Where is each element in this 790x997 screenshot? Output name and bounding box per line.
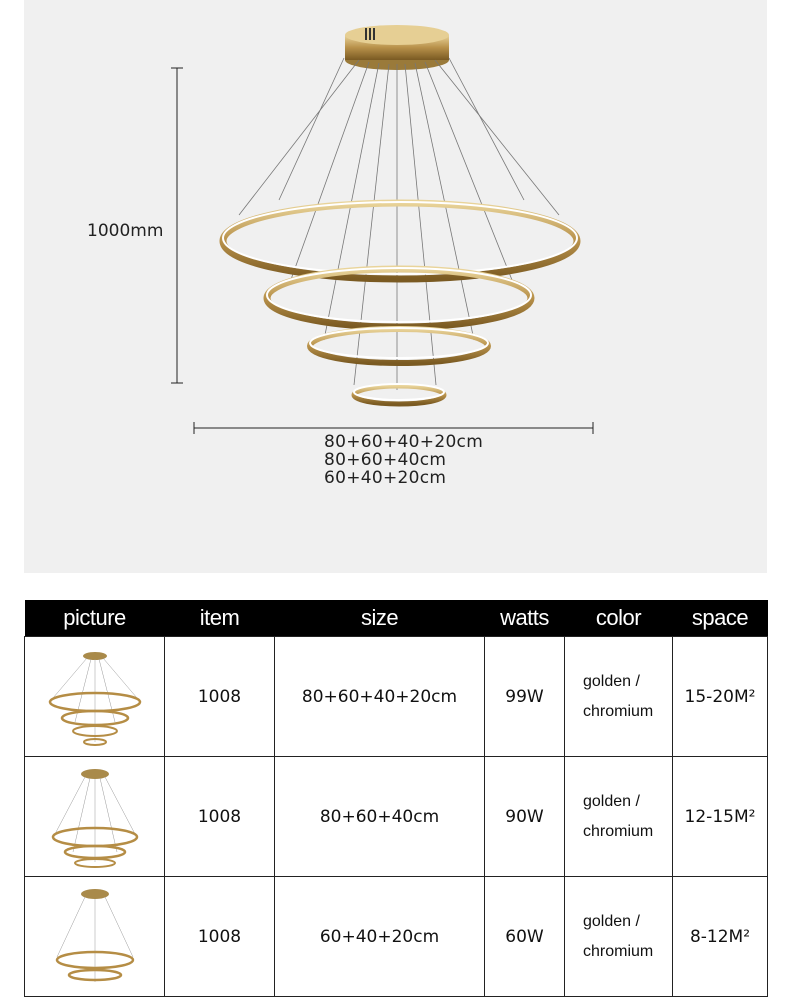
size-label-4ring: 80+60+40+20cm bbox=[324, 432, 484, 452]
table-row bbox=[25, 757, 768, 877]
row-color-line2: chromium bbox=[583, 822, 654, 840]
row-color bbox=[565, 757, 673, 877]
product-hero-image bbox=[24, 0, 767, 573]
row-item: 1008 bbox=[165, 757, 275, 877]
row-color-line2: chromium bbox=[583, 942, 654, 960]
size-labels bbox=[324, 433, 524, 487]
ceiling-canopy bbox=[345, 25, 449, 70]
header-item: item bbox=[165, 600, 275, 637]
row-color-line1: golden / bbox=[583, 792, 640, 810]
row-size: 80+60+40+20cm bbox=[275, 637, 485, 757]
row-item: 1008 bbox=[165, 877, 275, 997]
row-thumbnail bbox=[25, 877, 165, 997]
height-label: 1000mm bbox=[87, 221, 164, 241]
row-thumbnail bbox=[25, 637, 165, 757]
row-size: 80+60+40cm bbox=[275, 757, 485, 877]
row-space: 15-20M² bbox=[673, 637, 768, 757]
size-label-3ring-small: 60+40+20cm bbox=[324, 468, 447, 488]
header-color: color bbox=[565, 600, 673, 637]
header-watts: watts bbox=[485, 600, 565, 637]
row-space: 8-12M² bbox=[673, 877, 768, 997]
row-item: 1008 bbox=[165, 637, 275, 757]
row-color bbox=[565, 877, 673, 997]
row-watts: 99W bbox=[485, 637, 565, 757]
size-label-3ring-large: 80+60+40cm bbox=[324, 450, 447, 470]
row-watts: 90W bbox=[485, 757, 565, 877]
ring-20cm bbox=[354, 384, 444, 404]
chandelier-3ring-large-thumbnail bbox=[35, 762, 155, 872]
row-size: 60+40+20cm bbox=[275, 877, 485, 997]
header-size: size bbox=[275, 600, 485, 637]
row-thumbnail bbox=[25, 757, 165, 877]
ring-40cm bbox=[310, 328, 488, 363]
row-color-line1: golden / bbox=[583, 672, 640, 690]
row-watts: 60W bbox=[485, 877, 565, 997]
row-color-line2: chromium bbox=[583, 702, 654, 720]
chandelier-3ring-small-thumbnail bbox=[35, 882, 155, 992]
spec-table bbox=[24, 600, 768, 997]
height-dimension-line bbox=[171, 68, 183, 383]
suspension-wires bbox=[239, 58, 559, 390]
header-picture: picture bbox=[25, 600, 165, 637]
header-space: space bbox=[673, 600, 768, 637]
row-color bbox=[565, 637, 673, 757]
row-space: 12-15M² bbox=[673, 757, 768, 877]
row-color-line1: golden / bbox=[583, 912, 640, 930]
table-header-row bbox=[25, 600, 768, 637]
chandelier-4ring-thumbnail bbox=[35, 642, 155, 752]
table-row bbox=[25, 637, 768, 757]
table-row bbox=[25, 877, 768, 997]
